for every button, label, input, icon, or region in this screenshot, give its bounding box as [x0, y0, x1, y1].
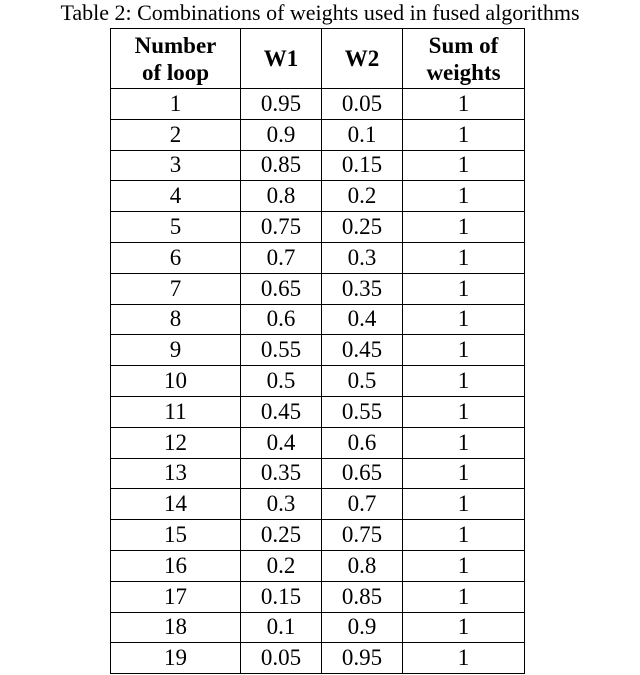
header-line: of loop [141, 59, 210, 85]
cell-sum-of-weights: 1 [403, 212, 525, 243]
cell-w1: 0.1 [241, 612, 322, 643]
cell-w2: 0.05 [322, 89, 403, 120]
table-row [111, 643, 525, 674]
table-row [111, 427, 525, 458]
cell-sum-of-weights: 1 [403, 458, 525, 489]
table-row [111, 242, 525, 273]
table-row [111, 335, 525, 366]
cell-sum-of-weights: 1 [403, 520, 525, 551]
cell-loop-number: 1 [111, 89, 241, 120]
header-line: Number [134, 32, 217, 58]
cell-w1: 0.9 [241, 119, 322, 150]
cell-sum-of-weights: 1 [403, 366, 525, 397]
cell-sum-of-weights: 1 [403, 612, 525, 643]
cell-loop-number: 7 [111, 273, 241, 304]
table-row [111, 550, 525, 581]
cell-w1: 0.5 [241, 366, 322, 397]
cell-w1: 0.2 [241, 550, 322, 581]
header-line: W1 [263, 46, 299, 71]
cell-w2: 0.15 [322, 150, 403, 181]
weights-table [110, 28, 525, 674]
cell-sum-of-weights: 1 [403, 643, 525, 674]
cell-sum-of-weights: 1 [403, 89, 525, 120]
cell-loop-number: 13 [111, 458, 241, 489]
table-row [111, 273, 525, 304]
table-row [111, 396, 525, 427]
cell-loop-number: 8 [111, 304, 241, 335]
cell-w1: 0.65 [241, 273, 322, 304]
cell-sum-of-weights: 1 [403, 242, 525, 273]
cell-sum-of-weights: 1 [403, 181, 525, 212]
cell-w1: 0.95 [241, 89, 322, 120]
cell-sum-of-weights: 1 [403, 119, 525, 150]
cell-loop-number: 11 [111, 396, 241, 427]
cell-loop-number: 3 [111, 150, 241, 181]
cell-loop-number: 6 [111, 242, 241, 273]
table-body [111, 89, 525, 674]
cell-w2: 0.85 [322, 581, 403, 612]
cell-w2: 0.25 [322, 212, 403, 243]
table-row [111, 581, 525, 612]
cell-w2: 0.45 [322, 335, 403, 366]
table-row [111, 520, 525, 551]
cell-loop-number: 2 [111, 119, 241, 150]
cell-loop-number: 15 [111, 520, 241, 551]
cell-w1: 0.35 [241, 458, 322, 489]
table-row [111, 366, 525, 397]
cell-w1: 0.25 [241, 520, 322, 551]
cell-loop-number: 12 [111, 427, 241, 458]
cell-w2: 0.95 [322, 643, 403, 674]
cell-w1: 0.8 [241, 181, 322, 212]
header-row [111, 29, 525, 89]
cell-w1: 0.45 [241, 396, 322, 427]
cell-w2: 0.9 [322, 612, 403, 643]
cell-loop-number: 14 [111, 489, 241, 520]
table-header [111, 29, 525, 89]
cell-sum-of-weights: 1 [403, 581, 525, 612]
cell-w1: 0.4 [241, 427, 322, 458]
cell-sum-of-weights: 1 [403, 335, 525, 366]
header-line: Sum of [428, 32, 499, 58]
table-row [111, 212, 525, 243]
cell-loop-number: 16 [111, 550, 241, 581]
cell-w1: 0.3 [241, 489, 322, 520]
table-caption: Table 2: Combinations of weights used in fused algorithms [60, 0, 580, 25]
header-number-of-loop [111, 29, 241, 89]
table-row [111, 181, 525, 212]
cell-w1: 0.75 [241, 212, 322, 243]
header-sum-of-weights [403, 29, 525, 89]
cell-loop-number: 5 [111, 212, 241, 243]
cell-loop-number: 18 [111, 612, 241, 643]
cell-w1: 0.85 [241, 150, 322, 181]
table-row [111, 304, 525, 335]
header-line: W2 [344, 46, 380, 71]
header-w1 [241, 29, 322, 89]
cell-w1: 0.6 [241, 304, 322, 335]
cell-loop-number: 17 [111, 581, 241, 612]
cell-sum-of-weights: 1 [403, 550, 525, 581]
cell-w2: 0.3 [322, 242, 403, 273]
cell-w1: 0.55 [241, 335, 322, 366]
header-w2 [322, 29, 403, 89]
cell-loop-number: 10 [111, 366, 241, 397]
cell-w2: 0.55 [322, 396, 403, 427]
cell-w2: 0.75 [322, 520, 403, 551]
header-line: weights [426, 59, 501, 85]
cell-w2: 0.4 [322, 304, 403, 335]
cell-sum-of-weights: 1 [403, 304, 525, 335]
cell-loop-number: 19 [111, 643, 241, 674]
cell-w2: 0.65 [322, 458, 403, 489]
table-row [111, 458, 525, 489]
cell-w2: 0.5 [322, 366, 403, 397]
cell-w2: 0.6 [322, 427, 403, 458]
cell-w2: 0.7 [322, 489, 403, 520]
cell-loop-number: 4 [111, 181, 241, 212]
cell-sum-of-weights: 1 [403, 427, 525, 458]
table-row [111, 612, 525, 643]
table-row [111, 89, 525, 120]
cell-w1: 0.05 [241, 643, 322, 674]
cell-sum-of-weights: 1 [403, 150, 525, 181]
table-row [111, 489, 525, 520]
table-row [111, 150, 525, 181]
cell-w2: 0.35 [322, 273, 403, 304]
cell-w1: 0.15 [241, 581, 322, 612]
cell-loop-number: 9 [111, 335, 241, 366]
cell-sum-of-weights: 1 [403, 273, 525, 304]
cell-sum-of-weights: 1 [403, 396, 525, 427]
cell-w2: 0.1 [322, 119, 403, 150]
cell-w2: 0.2 [322, 181, 403, 212]
cell-w2: 0.8 [322, 550, 403, 581]
cell-sum-of-weights: 1 [403, 489, 525, 520]
cell-w1: 0.7 [241, 242, 322, 273]
table-row [111, 119, 525, 150]
